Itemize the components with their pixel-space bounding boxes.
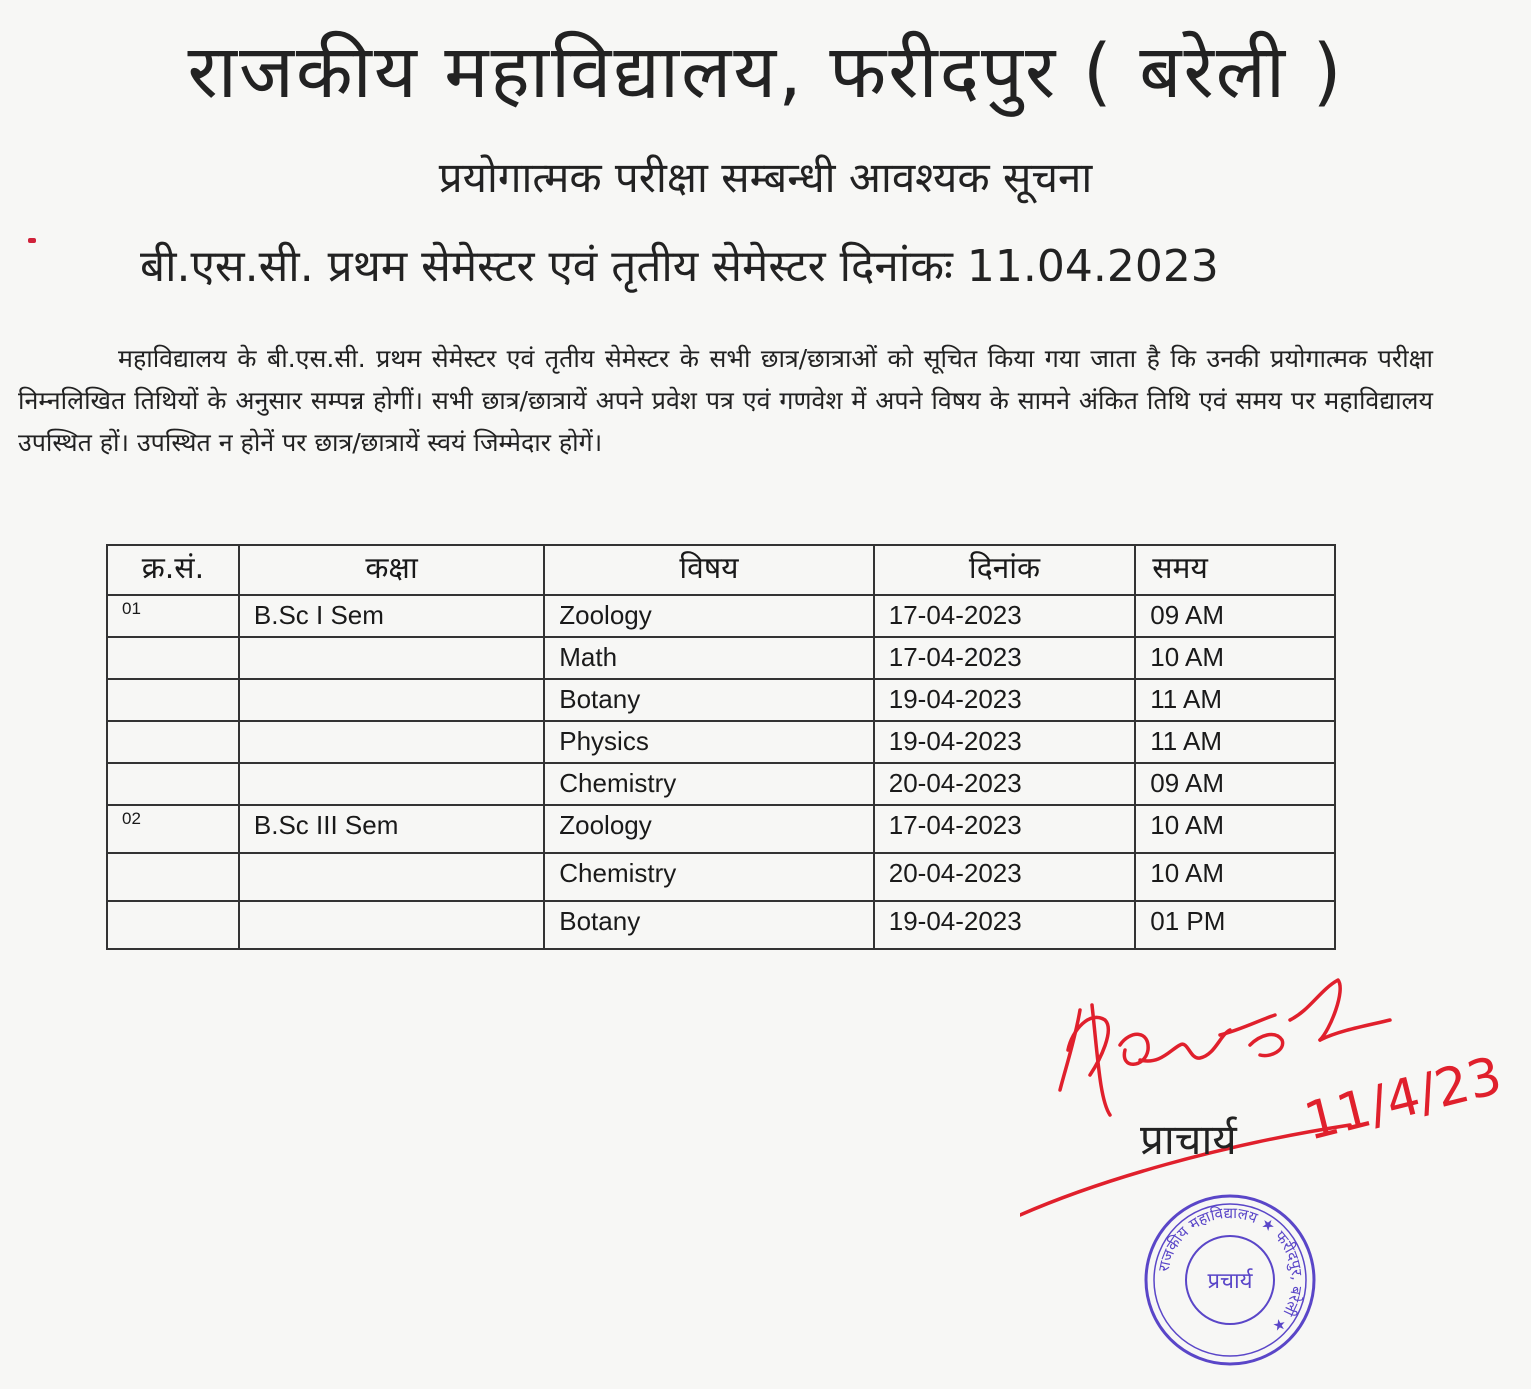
cell-time: 10 AM xyxy=(1135,805,1335,853)
cell-date: 19-04-2023 xyxy=(874,901,1136,949)
cell-class: B.Sc III Sem xyxy=(239,805,544,853)
svg-text:प्रचार्य: प्रचार्य xyxy=(1207,1269,1253,1294)
svg-text:राजकीय महाविद्यालय ★ फरीदपुर,: राजकीय महाविद्यालय ★ फरीदपुर, बरेली ★ xyxy=(1154,1203,1307,1337)
signature-date: 11/4/23 xyxy=(1298,1045,1508,1153)
cell-subject: Chemistry xyxy=(544,763,873,805)
principal-signature xyxy=(1020,950,1520,1220)
cell-sno xyxy=(107,637,239,679)
header-date: दिनांक xyxy=(874,545,1136,595)
cell-sno xyxy=(107,679,239,721)
cell-sno xyxy=(107,853,239,901)
cell-sno xyxy=(107,763,239,805)
cell-class xyxy=(239,763,544,805)
cell-subject: Math xyxy=(544,637,873,679)
cell-time: 11 AM xyxy=(1135,679,1335,721)
header-class: कक्षा xyxy=(239,545,544,595)
cell-sno xyxy=(107,901,239,949)
notice-body: महाविद्यालय के बी.एस.सी. प्रथम सेमेस्टर एवं तृतीय सेमेस्टर के सभी छात्र/छात्राओं को सूचित किया गया जाता है कि उनकी प्रयोगात्मक परीक्षा निम्नलिखित तिथियों के अनुसार सम्पन्न होगीं। सभी छात्र/छात्रायें अपने प्रवेश पत्र एवं गणवेश में अपने विषय के सामने अंकित तिथि एवं समय पर महाविद्यालय उपस्थित हों। उपस्थित न होनें पर छात्र/छात्रायें स्वयं जिम्मेदार होगें। xyxy=(18,344,1433,457)
cell-sno: 01 xyxy=(107,595,239,637)
cell-subject: Chemistry xyxy=(544,853,873,901)
cell-subject: Zoology xyxy=(544,805,873,853)
notice-subtitle: प्रयोगात्मक परीक्षा सम्बन्धी आवश्यक सूचना xyxy=(438,153,1093,202)
cell-date: 17-04-2023 xyxy=(874,637,1136,679)
cell-class xyxy=(239,721,544,763)
cell-time: 10 AM xyxy=(1135,637,1335,679)
cell-time: 09 AM xyxy=(1135,763,1335,805)
table-row xyxy=(107,805,1335,853)
cell-sno: 02 xyxy=(107,805,239,853)
table-row xyxy=(107,679,1335,721)
table-row xyxy=(107,901,1335,949)
principal-designation: प्राचार्य xyxy=(1140,1115,1237,1164)
cell-date: 20-04-2023 xyxy=(874,853,1136,901)
table-row xyxy=(107,721,1335,763)
cell-date: 17-04-2023 xyxy=(874,805,1136,853)
college-title: राजकीय महाविद्यालय, फरीदपुर ( बरेली ) xyxy=(187,29,1344,115)
cell-class: B.Sc I Sem xyxy=(239,595,544,637)
cell-class xyxy=(239,637,544,679)
cell-time: 11 AM xyxy=(1135,721,1335,763)
header-time: समय xyxy=(1135,545,1335,595)
cell-date: 20-04-2023 xyxy=(874,763,1136,805)
cell-subject: Zoology xyxy=(544,595,873,637)
cell-time: 10 AM xyxy=(1135,853,1335,901)
cell-subject: Botany xyxy=(544,679,873,721)
ink-mark xyxy=(28,238,36,243)
cell-date: 17-04-2023 xyxy=(874,595,1136,637)
header-subject: विषय xyxy=(544,545,873,595)
cell-sno xyxy=(107,721,239,763)
cell-subject: Botany xyxy=(544,901,873,949)
table-header-row xyxy=(107,545,1335,595)
table-row xyxy=(107,637,1335,679)
table-row xyxy=(107,763,1335,805)
cell-time: 09 AM xyxy=(1135,595,1335,637)
exam-schedule-table xyxy=(106,544,1336,950)
table-row xyxy=(107,595,1335,637)
cell-date: 19-04-2023 xyxy=(874,721,1136,763)
cell-class xyxy=(239,853,544,901)
cell-class xyxy=(239,901,544,949)
college-seal xyxy=(1140,1190,1320,1370)
cell-time: 01 PM xyxy=(1135,901,1335,949)
table-row xyxy=(107,853,1335,901)
header-sno: क्र.सं. xyxy=(107,545,239,595)
cell-class xyxy=(239,679,544,721)
cell-date: 19-04-2023 xyxy=(874,679,1136,721)
notice-heading: बी.एस.सी. प्रथम सेमेस्टर एवं तृतीय सेमेस्टर दिनांकः 11.04.2023 xyxy=(140,241,1219,292)
cell-subject: Physics xyxy=(544,721,873,763)
